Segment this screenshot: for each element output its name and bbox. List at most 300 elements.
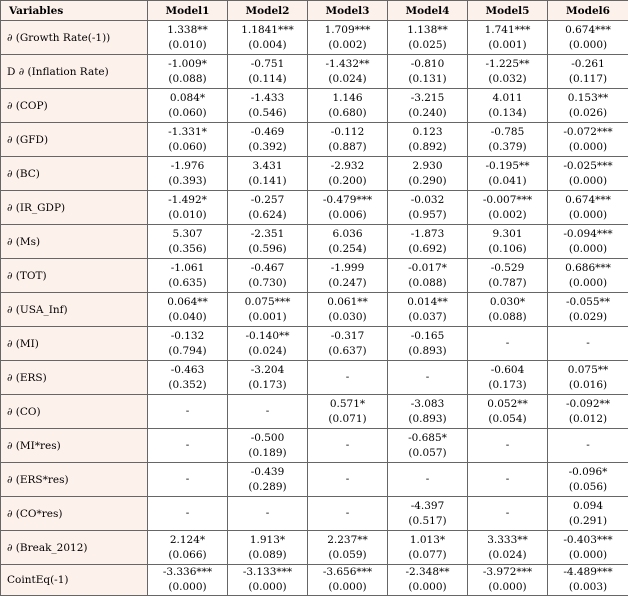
table-body <box>1 21 628 596</box>
variable-label: ∂ (Break_2012) <box>1 531 148 565</box>
p-value: (0.025) <box>388 38 467 53</box>
variable-label: ∂ (Growth Rate(-1)) <box>1 21 148 55</box>
result-cell <box>468 565 548 596</box>
coefficient-value: -0.195** <box>468 159 547 174</box>
result-cell <box>548 327 628 361</box>
p-value: (0.000) <box>548 174 628 189</box>
variable-label: ∂ (GFD) <box>1 123 148 157</box>
coefficient-value: -0.094*** <box>548 227 628 242</box>
coefficient-value: 0.094 <box>548 499 628 514</box>
result-cell <box>468 259 548 293</box>
coefficient-value: -2.348** <box>388 565 467 580</box>
result-cell <box>548 361 628 395</box>
p-value: (0.000) <box>388 580 467 595</box>
p-value: (0.692) <box>388 242 467 257</box>
result-cell <box>308 259 388 293</box>
result-cell <box>468 157 548 191</box>
result-cell <box>148 55 228 89</box>
p-value: (0.893) <box>388 344 467 359</box>
result-cell <box>548 463 628 497</box>
p-value: (0.010) <box>148 208 227 223</box>
coefficient-value: 6.036 <box>308 227 387 242</box>
p-value: (0.240) <box>388 106 467 121</box>
result-cell <box>228 55 308 89</box>
coefficient-value: -0.165 <box>388 329 467 344</box>
coefficient-value: -0.257 <box>228 193 307 208</box>
variable-label: ∂ (ERS*res) <box>1 463 148 497</box>
coefficient-value: -3.336*** <box>148 565 227 580</box>
result-cell <box>308 429 388 463</box>
result-cell <box>388 395 468 429</box>
coefficient-value: -3.215 <box>388 91 467 106</box>
result-cell <box>388 531 468 565</box>
coefficient-value: -0.007*** <box>468 193 547 208</box>
result-cell <box>468 463 548 497</box>
coefficient-value: -3.204 <box>228 363 307 378</box>
result-cell <box>308 293 388 327</box>
result-cell <box>308 531 388 565</box>
coefficient-value: -0.017* <box>388 261 467 276</box>
result-cell <box>148 259 228 293</box>
variable-label: ∂ (USA_Inf) <box>1 293 148 327</box>
result-cell <box>308 89 388 123</box>
coefficient-value: -0.604 <box>468 363 547 378</box>
coefficient-value: -0.140** <box>228 329 307 344</box>
coefficient-value: - <box>148 404 227 419</box>
coefficient-value: 0.571* <box>308 397 387 412</box>
result-cell <box>308 123 388 157</box>
result-cell <box>388 157 468 191</box>
coefficient-value: 2.124* <box>148 533 227 548</box>
coefficient-value: 0.123 <box>388 125 467 140</box>
table-row <box>1 21 628 55</box>
result-cell <box>468 123 548 157</box>
p-value: (0.000) <box>548 548 628 563</box>
coefficient-value: -0.072*** <box>548 125 628 140</box>
coefficient-value: - <box>308 438 387 453</box>
coefficient-value: -0.785 <box>468 125 547 140</box>
result-cell <box>388 361 468 395</box>
header-cell-model4: Model4 <box>388 1 468 21</box>
variable-label: ∂ (IR_GDP) <box>1 191 148 225</box>
result-cell <box>388 565 468 596</box>
result-cell <box>468 497 548 531</box>
result-cell <box>468 89 548 123</box>
p-value: (0.088) <box>388 276 467 291</box>
p-value: (0.000) <box>228 580 307 595</box>
coefficient-value: 1.913* <box>228 533 307 548</box>
result-cell <box>548 429 628 463</box>
p-value: (0.029) <box>548 310 628 325</box>
table-row <box>1 259 628 293</box>
result-cell <box>228 21 308 55</box>
result-cell <box>388 191 468 225</box>
p-value: (0.957) <box>388 208 467 223</box>
result-cell <box>148 463 228 497</box>
coefficient-value: -0.469 <box>228 125 307 140</box>
coefficient-value: 3.431 <box>228 159 307 174</box>
header-cell-model5: Model5 <box>468 1 548 21</box>
result-cell <box>548 157 628 191</box>
p-value: (0.000) <box>308 580 387 595</box>
header-cell-model1: Model1 <box>148 1 228 21</box>
result-cell <box>548 191 628 225</box>
coefficient-value: -3.972*** <box>468 565 547 580</box>
result-cell <box>148 89 228 123</box>
p-value: (0.517) <box>388 514 467 529</box>
result-cell <box>148 565 228 596</box>
coefficient-value: 0.084* <box>148 91 227 106</box>
coefficient-value: 2.930 <box>388 159 467 174</box>
p-value: (0.037) <box>388 310 467 325</box>
p-value: (0.141) <box>228 174 307 189</box>
p-value: (0.680) <box>308 106 387 121</box>
result-cell <box>308 463 388 497</box>
coefficient-value: -0.032 <box>388 193 467 208</box>
coefficient-value: -0.092** <box>548 397 628 412</box>
coefficient-value: - <box>228 404 307 419</box>
coefficient-value: 1.138** <box>388 23 467 38</box>
coefficient-value: -1.492* <box>148 193 227 208</box>
coefficient-value: - <box>548 336 628 351</box>
coefficient-value: 0.030* <box>468 295 547 310</box>
coefficient-value: -0.096* <box>548 465 628 480</box>
p-value: (0.000) <box>148 580 227 595</box>
coefficient-value: -0.317 <box>308 329 387 344</box>
result-cell <box>228 531 308 565</box>
coefficient-value: -3.656*** <box>308 565 387 580</box>
p-value: (0.189) <box>228 446 307 461</box>
p-value: (0.000) <box>548 242 628 257</box>
result-cell <box>228 463 308 497</box>
coefficient-value: -1.999 <box>308 261 387 276</box>
result-cell <box>308 565 388 596</box>
p-value: (0.247) <box>308 276 387 291</box>
p-value: (0.887) <box>308 140 387 155</box>
coefficient-value: - <box>148 506 227 521</box>
p-value: (0.054) <box>468 412 547 427</box>
result-cell <box>548 497 628 531</box>
result-cell <box>548 89 628 123</box>
p-value: (0.060) <box>148 106 227 121</box>
p-value: (0.059) <box>308 548 387 563</box>
coefficient-value: -0.403*** <box>548 533 628 548</box>
table-row <box>1 497 628 531</box>
p-value: (0.393) <box>148 174 227 189</box>
coefficient-value: -0.479*** <box>308 193 387 208</box>
p-value: (0.000) <box>548 38 628 53</box>
result-cell <box>228 191 308 225</box>
p-value: (0.024) <box>228 344 307 359</box>
result-cell <box>148 395 228 429</box>
result-cell <box>388 259 468 293</box>
variable-label: ∂ (CO) <box>1 395 148 429</box>
header-cell-model2: Model2 <box>228 1 308 21</box>
coefficient-value: 1.338** <box>148 23 227 38</box>
coefficient-value: 1.013* <box>388 533 467 548</box>
p-value: (0.032) <box>468 72 547 87</box>
p-value: (0.056) <box>548 480 628 495</box>
coefficient-value: -3.133*** <box>228 565 307 580</box>
coefficient-value: - <box>468 506 547 521</box>
result-cell <box>548 123 628 157</box>
result-cell <box>388 463 468 497</box>
variable-label: ∂ (TOT) <box>1 259 148 293</box>
result-cell <box>388 55 468 89</box>
coefficient-value: 1.1841*** <box>228 23 307 38</box>
coefficient-value: 0.674*** <box>548 193 628 208</box>
result-cell <box>148 361 228 395</box>
p-value: (0.117) <box>548 72 628 87</box>
p-value: (0.114) <box>228 72 307 87</box>
p-value: (0.134) <box>468 106 547 121</box>
p-value: (0.002) <box>308 38 387 53</box>
coefficient-value: 0.075** <box>548 363 628 378</box>
result-cell <box>148 497 228 531</box>
result-cell <box>548 55 628 89</box>
coefficient-value: 0.153** <box>548 91 628 106</box>
result-cell <box>308 225 388 259</box>
p-value: (0.254) <box>308 242 387 257</box>
result-cell <box>468 191 548 225</box>
coefficient-value: -4.489*** <box>548 565 628 580</box>
result-cell <box>468 361 548 395</box>
p-value: (0.794) <box>148 344 227 359</box>
p-value: (0.041) <box>468 174 547 189</box>
table-row <box>1 429 628 463</box>
variable-label: ∂ (MI) <box>1 327 148 361</box>
coefficient-value: - <box>148 472 227 487</box>
coefficient-value: - <box>308 472 387 487</box>
variable-label: ∂ (MI*res) <box>1 429 148 463</box>
result-cell <box>148 327 228 361</box>
result-cell <box>388 89 468 123</box>
p-value: (0.635) <box>148 276 227 291</box>
p-value: (0.024) <box>308 72 387 87</box>
table-row <box>1 55 628 89</box>
coefficient-value: -1.331* <box>148 125 227 140</box>
coefficient-value: 5.307 <box>148 227 227 242</box>
p-value: (0.637) <box>308 344 387 359</box>
result-cell <box>468 327 548 361</box>
coefficient-value: -0.751 <box>228 57 307 72</box>
coefficient-value: - <box>468 472 547 487</box>
coefficient-value: -0.463 <box>148 363 227 378</box>
coefficient-value: -0.112 <box>308 125 387 140</box>
coefficient-value: 0.061** <box>308 295 387 310</box>
coefficient-value: 0.052** <box>468 397 547 412</box>
coefficient-value: -0.025*** <box>548 159 628 174</box>
coefficient-value: 0.686*** <box>548 261 628 276</box>
p-value: (0.893) <box>388 412 467 427</box>
coefficient-value: -0.261 <box>548 57 628 72</box>
p-value: (0.004) <box>228 38 307 53</box>
variable-label: ∂ (COP) <box>1 89 148 123</box>
table-row <box>1 565 628 596</box>
coefficient-value: -0.529 <box>468 261 547 276</box>
result-cell <box>228 429 308 463</box>
result-cell <box>308 21 388 55</box>
coefficient-value: -1.432** <box>308 57 387 72</box>
result-cell <box>548 225 628 259</box>
result-cell <box>228 497 308 531</box>
result-cell <box>148 157 228 191</box>
p-value: (0.003) <box>548 580 628 595</box>
result-cell <box>308 497 388 531</box>
result-cell <box>468 293 548 327</box>
coefficient-value: 1.146 <box>308 91 387 106</box>
result-cell <box>228 565 308 596</box>
p-value: (0.000) <box>468 580 547 595</box>
header-cell-model6: Model6 <box>548 1 628 21</box>
coefficient-value: 0.064** <box>148 295 227 310</box>
variable-label: CointEq(-1) <box>1 565 148 596</box>
table-row <box>1 191 628 225</box>
result-cell <box>228 361 308 395</box>
result-cell <box>468 55 548 89</box>
p-value: (0.006) <box>308 208 387 223</box>
result-cell <box>548 259 628 293</box>
p-value: (0.106) <box>468 242 547 257</box>
coefficient-value: -2.932 <box>308 159 387 174</box>
coefficient-value: - <box>468 336 547 351</box>
result-cell <box>228 395 308 429</box>
variable-label: ∂ (ERS) <box>1 361 148 395</box>
coefficient-value: -0.467 <box>228 261 307 276</box>
p-value: (0.001) <box>468 38 547 53</box>
result-cell <box>148 21 228 55</box>
result-cell <box>468 531 548 565</box>
coefficient-value: 9.301 <box>468 227 547 242</box>
p-value: (0.624) <box>228 208 307 223</box>
coefficient-value: 1.741*** <box>468 23 547 38</box>
result-cell <box>548 293 628 327</box>
header-row <box>1 1 628 21</box>
p-value: (0.730) <box>228 276 307 291</box>
p-value: (0.026) <box>548 106 628 121</box>
p-value: (0.066) <box>148 548 227 563</box>
result-cell <box>308 327 388 361</box>
result-cell <box>468 429 548 463</box>
coefficient-value: - <box>228 506 307 521</box>
p-value: (0.057) <box>388 446 467 461</box>
p-value: (0.379) <box>468 140 547 155</box>
coefficient-value: - <box>148 438 227 453</box>
p-value: (0.012) <box>548 412 628 427</box>
coefficient-value: -0.500 <box>228 431 307 446</box>
p-value: (0.546) <box>228 106 307 121</box>
result-cell <box>388 429 468 463</box>
coefficient-value: -0.132 <box>148 329 227 344</box>
p-value: (0.001) <box>228 310 307 325</box>
p-value: (0.040) <box>148 310 227 325</box>
result-cell <box>468 395 548 429</box>
result-cell <box>228 225 308 259</box>
result-cell <box>548 21 628 55</box>
coefficient-value: - <box>308 370 387 385</box>
result-cell <box>388 123 468 157</box>
coefficient-value: -0.439 <box>228 465 307 480</box>
variable-label: D ∂ (Inflation Rate) <box>1 55 148 89</box>
p-value: (0.290) <box>388 174 467 189</box>
result-cell <box>148 531 228 565</box>
table-row <box>1 123 628 157</box>
p-value: (0.010) <box>148 38 227 53</box>
p-value: (0.000) <box>548 140 628 155</box>
table-row <box>1 361 628 395</box>
p-value: (0.030) <box>308 310 387 325</box>
coefficient-value: - <box>468 438 547 453</box>
p-value: (0.173) <box>468 378 547 393</box>
coefficient-value: -2.351 <box>228 227 307 242</box>
coefficient-value: - <box>548 438 628 453</box>
coefficient-value: 0.014** <box>388 295 467 310</box>
result-cell <box>148 225 228 259</box>
coefficient-value: -1.009* <box>148 57 227 72</box>
p-value: (0.787) <box>468 276 547 291</box>
table-row <box>1 225 628 259</box>
p-value: (0.352) <box>148 378 227 393</box>
p-value: (0.071) <box>308 412 387 427</box>
coefficient-value: 1.709*** <box>308 23 387 38</box>
coefficient-value: -0.055** <box>548 295 628 310</box>
coefficient-value: -1.873 <box>388 227 467 242</box>
result-cell <box>148 293 228 327</box>
p-value: (0.000) <box>548 208 628 223</box>
table-row <box>1 293 628 327</box>
result-cell <box>308 191 388 225</box>
result-cell <box>308 361 388 395</box>
result-cell <box>308 395 388 429</box>
result-cell <box>388 327 468 361</box>
p-value: (0.077) <box>388 548 467 563</box>
result-cell <box>388 293 468 327</box>
result-cell <box>308 157 388 191</box>
p-value: (0.000) <box>548 276 628 291</box>
result-cell <box>228 123 308 157</box>
result-cell <box>548 565 628 596</box>
coefficient-value: 0.075*** <box>228 295 307 310</box>
p-value: (0.089) <box>228 548 307 563</box>
result-cell <box>228 259 308 293</box>
p-value: (0.131) <box>388 72 467 87</box>
result-cell <box>228 327 308 361</box>
p-value: (0.356) <box>148 242 227 257</box>
p-value: (0.016) <box>548 378 628 393</box>
coefficient-value: -1.225** <box>468 57 547 72</box>
coefficient-value: -4.397 <box>388 499 467 514</box>
table-row <box>1 157 628 191</box>
result-cell <box>308 55 388 89</box>
p-value: (0.088) <box>468 310 547 325</box>
result-cell <box>388 497 468 531</box>
table-row <box>1 463 628 497</box>
coefficient-value: - <box>388 472 467 487</box>
result-cell <box>228 293 308 327</box>
p-value: (0.892) <box>388 140 467 155</box>
header-cell-model3: Model3 <box>308 1 388 21</box>
coefficient-value: 3.333** <box>468 533 547 548</box>
p-value: (0.173) <box>228 378 307 393</box>
variable-label: ∂ (BC) <box>1 157 148 191</box>
result-cell <box>468 225 548 259</box>
p-value: (0.596) <box>228 242 307 257</box>
variable-label: ∂ (CO*res) <box>1 497 148 531</box>
coefficient-value: -0.810 <box>388 57 467 72</box>
result-cell <box>148 123 228 157</box>
coefficient-value: -3.083 <box>388 397 467 412</box>
coefficient-value: - <box>308 506 387 521</box>
